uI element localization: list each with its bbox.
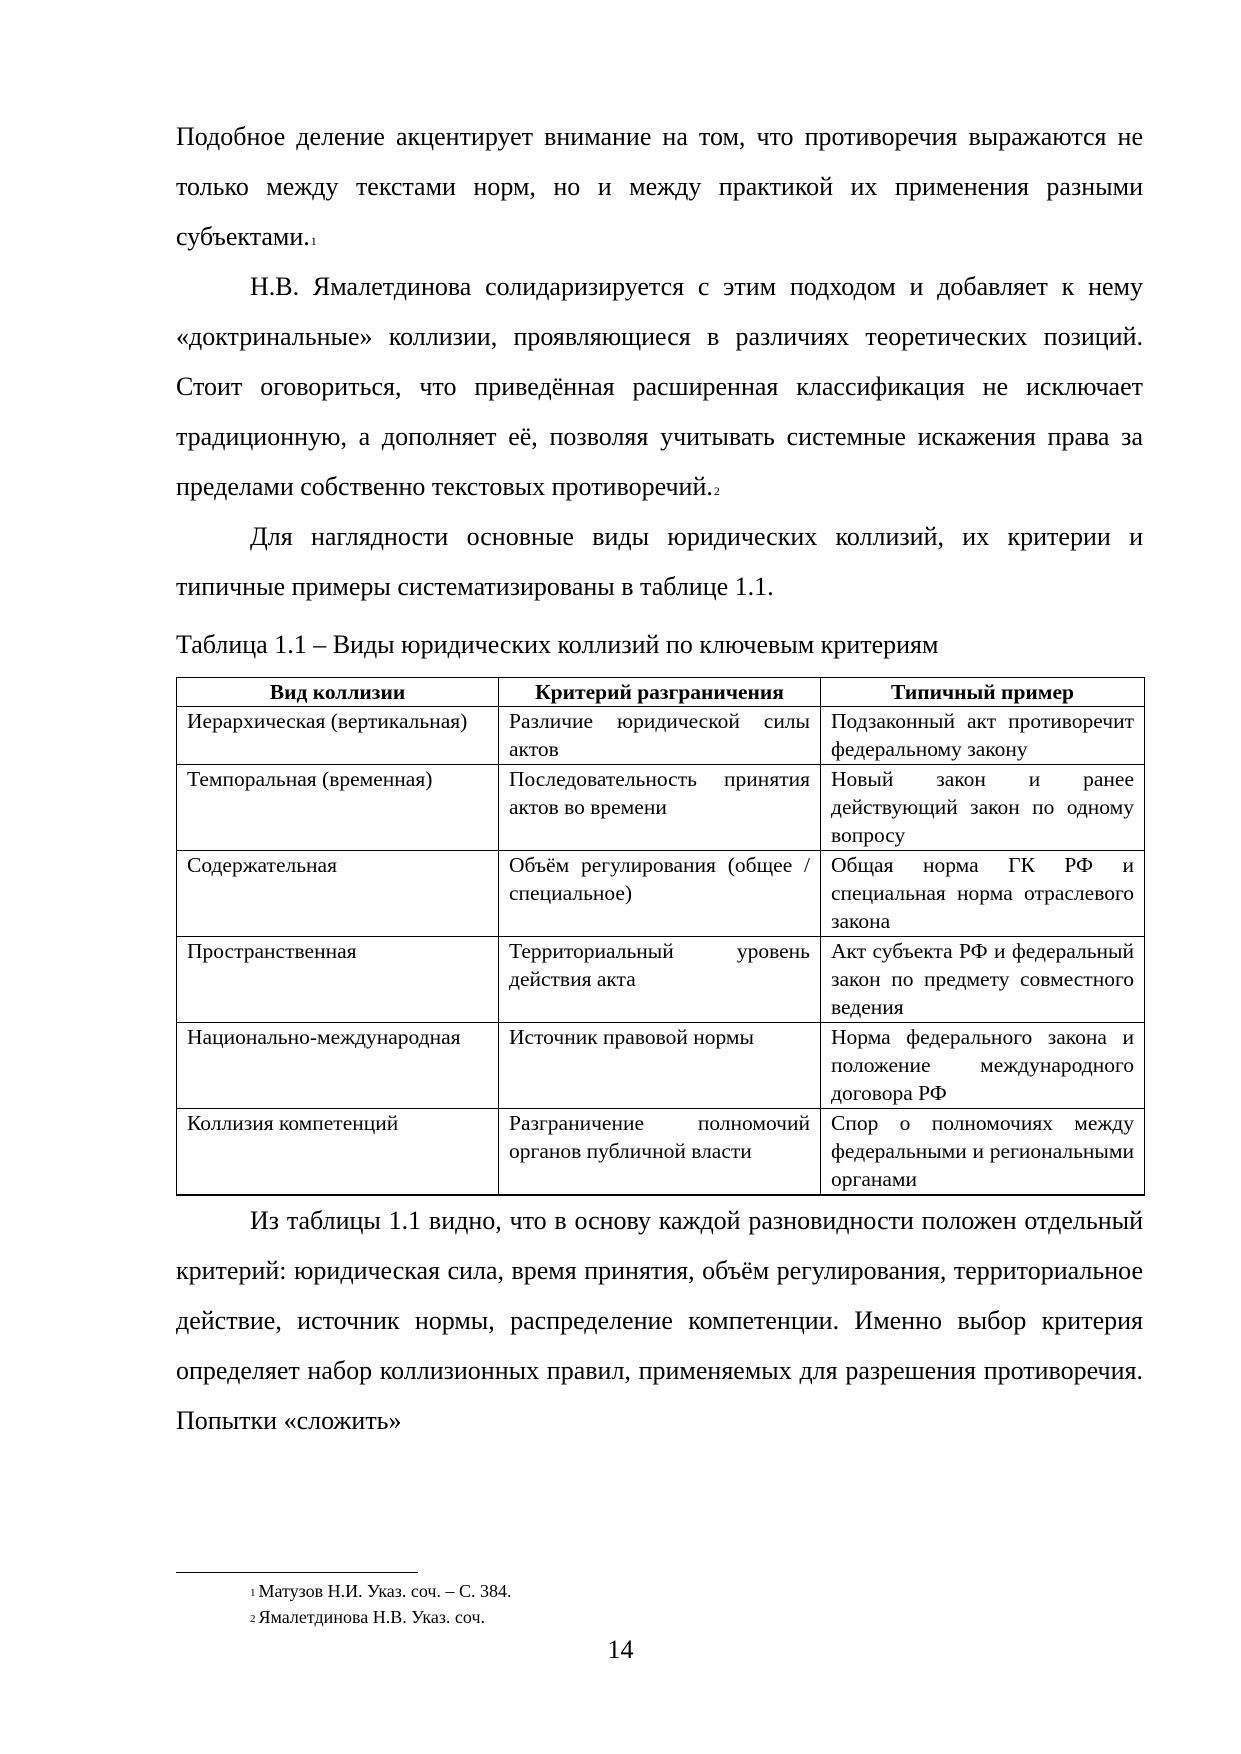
collisions-table [176, 677, 1145, 1196]
table-header-cell: Вид коллизии [177, 678, 499, 707]
table-row [177, 1109, 1145, 1196]
paragraph-4: Из таблицы 1.1 видно, что в основу каждой разновидности положен отдельный критерий: юридическая сила, время принятия, объём регулирования, территориальное действие, источник нормы, распределение компетенции. Именно выбор критерия определяет набор коллизионных правил, применяемых для разрешения противоречия. Попытки «сложить» [176, 1206, 1143, 1435]
table-header-row [177, 678, 1145, 707]
paragraph-1: Подобное деление акцентирует внимание на том, что противоречия выражаются не только между текстами норм, но и между практикой их применения разными субъектами.$^1$ [176, 122, 1143, 251]
footnote-2 [250, 1604, 511, 1630]
table-cell: Акт субъекта РФ и федеральный закон по предмету совместного ведения [821, 937, 1145, 1023]
table-cell: Национально-международная [177, 1023, 499, 1109]
table-cell: Норма федерального закона и положение международного договора РФ [821, 1023, 1145, 1109]
table-cell: Темпоральная (временная) [177, 765, 499, 851]
table-cell: Разграничение полномочий органов публичной власти [499, 1109, 821, 1196]
footnote-text: Матузов Н.И. Указ. соч. – С. 384. [258, 1581, 512, 1601]
table-row [177, 765, 1145, 851]
table-row [177, 1023, 1145, 1109]
footnote-separator [176, 1572, 418, 1573]
table-cell: Содержательная [177, 851, 499, 937]
table-cell: Различие юридической силы актов [499, 707, 821, 765]
table-row [177, 707, 1145, 765]
table-header-cell: Критерий разграничения [499, 678, 821, 707]
table-cell: Иерархическая (вертикальная) [177, 707, 499, 765]
footnote-text: Ямалетдинова Н.В. Указ. соч. [258, 1607, 486, 1627]
table-cell: Коллизия компетенций [177, 1109, 499, 1196]
table-cell: Новый закон и ранее действующий закон по одному вопросу [821, 765, 1145, 851]
page-number: 14 [607, 1635, 634, 1664]
table-caption: Таблица 1.1 – Виды юридических коллизий по ключевым критериям [176, 630, 939, 659]
table-row [177, 851, 1145, 937]
table-cell: Общая норма ГК РФ и специальная норма отраслевого закона [821, 851, 1145, 937]
footnote-ref-1[interactable]: 1 [310, 234, 317, 248]
footnote-1 [250, 1578, 511, 1604]
table-cell: Спор о полномочиях между федеральными и региональными органами [821, 1109, 1145, 1196]
footnote-number: 2 [250, 1613, 256, 1625]
table-cell: Территориальный уровень действия акта [499, 937, 821, 1023]
paragraph-3: Для наглядности основные виды юридических коллизий, их критерии и типичные примеры систематизированы в таблице 1.1. [176, 522, 1143, 601]
table-row [177, 937, 1145, 1023]
table-header-cell: Типичный пример [821, 678, 1145, 707]
page-content [176, 112, 1143, 1446]
footnote-ref-2[interactable]: 2 [713, 484, 720, 498]
footnotes [250, 1578, 511, 1630]
footnote-number: 1 [250, 1587, 256, 1599]
table-cell: Подзаконный акт противоречит федеральному закону [821, 707, 1145, 765]
table-cell: Пространственная [177, 937, 499, 1023]
paragraph-2: Н.В. Ямалетдинова солидаризируется с этим подходом и добавляет к нему «доктринальные» коллизии, проявляющиеся в различиях теоретических позиций. Стоит оговориться, что приведённая расширенная классификация не исключает традиционную, а дополняет её, позволяя учитывать системные искажения права за пределами собственно текстовых противоречий.$^2$ [176, 272, 1143, 501]
table-cell: Источник правовой нормы [499, 1023, 821, 1109]
table-cell: Объём регулирования (общее / специальное) [499, 851, 821, 937]
table-cell: Последовательность принятия актов во времени [499, 765, 821, 851]
